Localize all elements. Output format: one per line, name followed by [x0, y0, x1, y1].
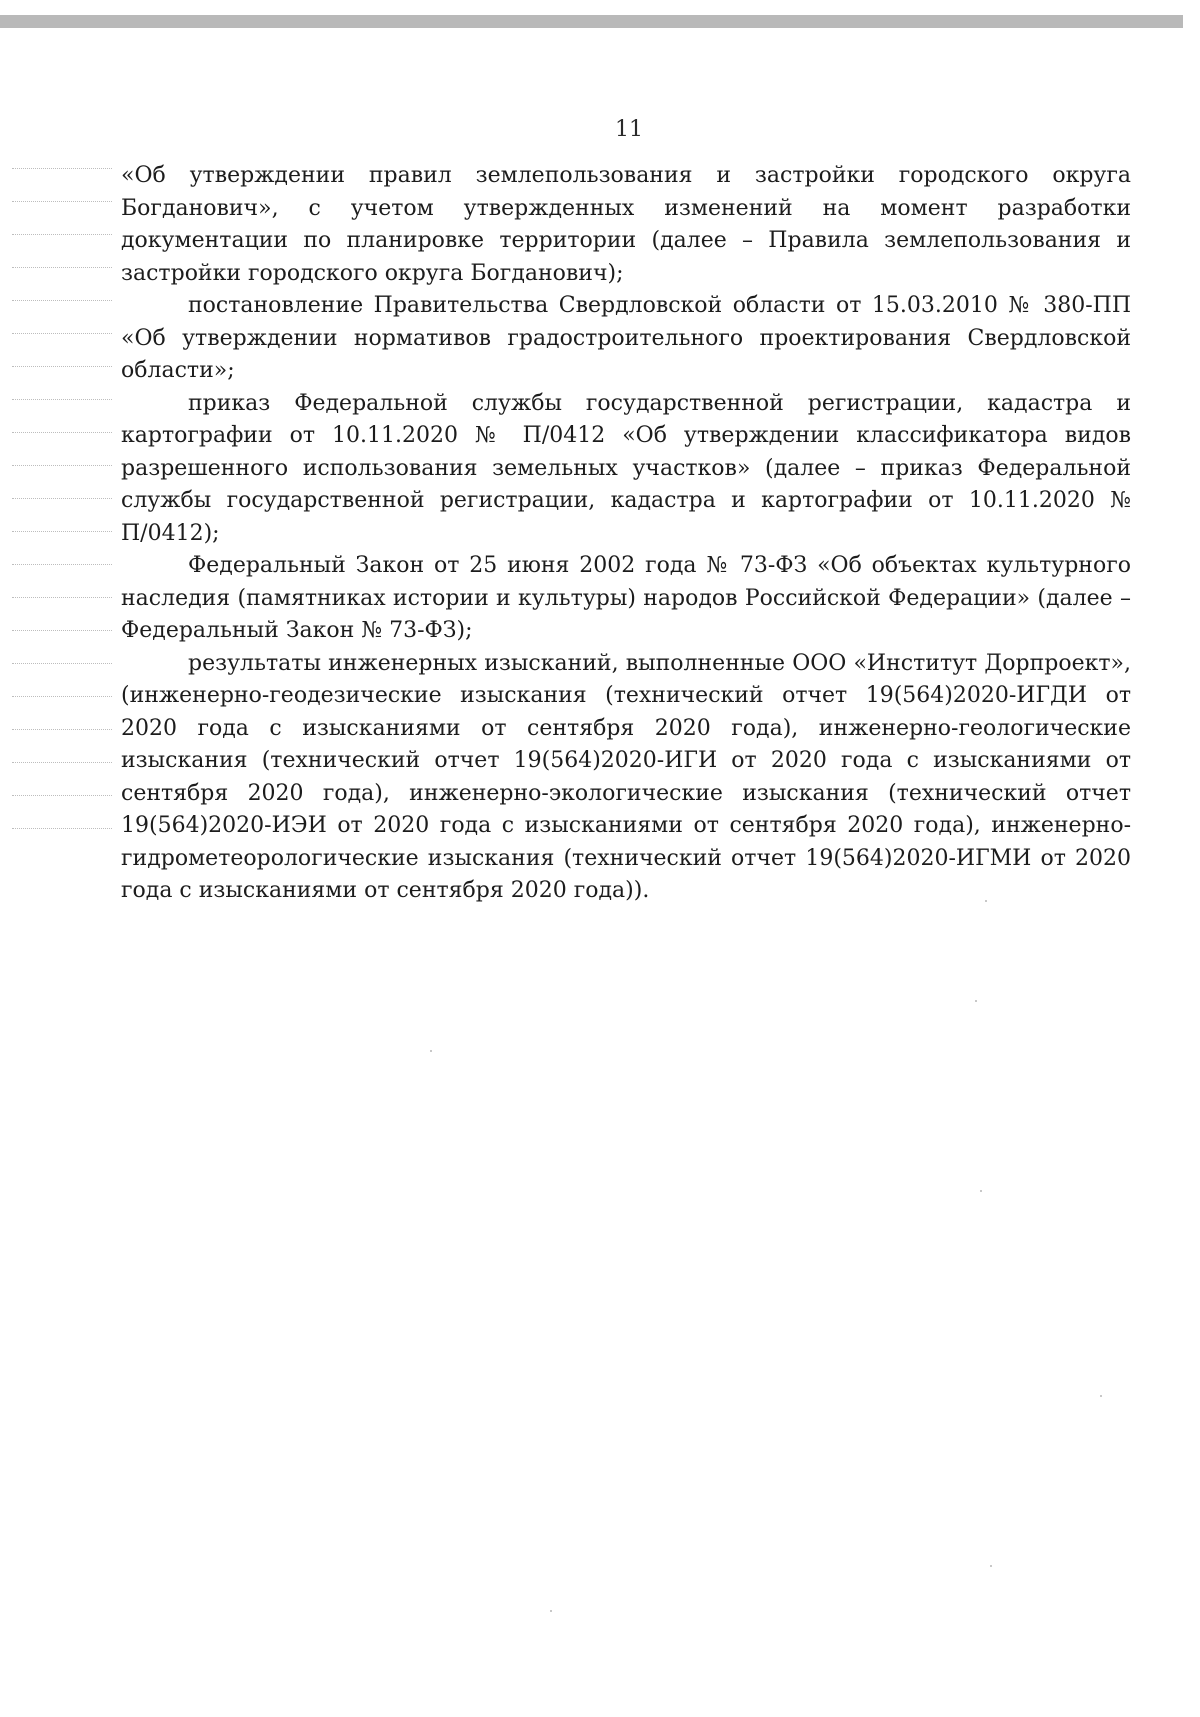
scan-speckle — [1100, 1395, 1102, 1397]
paragraph-federal-law-73: Федеральный Закон от 25 июня 2002 года № 73-ФЗ «Об объектах культурного наследия (памятниках истории и культуры) народов Российской Федерации» (далее – Федеральный Закон № 73-ФЗ); — [121, 553, 1131, 643]
scan-mark — [12, 399, 112, 401]
scan-mark — [12, 333, 112, 335]
paragraph-rules-continuation: «Об утверждении правил землепользования и застройки городского округа Богданович», с учетом утвержденных изменений на момент разработки документации по планировке территории (далее – Правила землепользования и застройки городского округа Богданович); — [121, 163, 1131, 286]
scan-top-border — [0, 15, 1183, 28]
scan-mark — [12, 168, 112, 170]
scan-speckle — [985, 900, 987, 902]
page-number: 11 — [615, 117, 643, 142]
scan-mark — [12, 597, 112, 599]
scan-mark — [12, 498, 112, 500]
scan-mark — [12, 267, 112, 269]
scan-speckle — [975, 1000, 977, 1002]
scan-mark — [12, 762, 112, 764]
document-body — [121, 160, 1131, 908]
scan-mark — [12, 432, 112, 434]
scan-margin-marks — [12, 168, 112, 861]
paragraph-engineering-surveys: результаты инженерных изысканий, выполненные ООО «Институт Дорпроект», (инженерно-геодезические изыскания (технический отчет 19(564)2020-ИГДИ от 2020 года с изысканиями от сентября 2020 года), инженерно-геологические изыскания (технический отчет 19(564)2020-ИГИ от 2020 года с изысканиями от сентября 2020 года), инженерно-экологические изыскания (технический отчет 19(564)2020-ИЭИ от 2020 года с изысканиями от сентября 2020 года), инженерно-гидрометеорологические изыскания (технический отчет 19(564)2020-ИГМИ от 2020 года с изысканиями от сентября 2020 года)). — [121, 650, 1131, 903]
paragraph-sverdlovsk-resolution: постановление Правительства Свердловской области от 15.03.2010 № 380-ПП «Об утверждении нормативов градостроительного проектирования Свердловской области»; — [121, 293, 1131, 383]
scan-speckle — [430, 1050, 432, 1052]
scan-mark — [12, 366, 112, 368]
scan-mark — [12, 300, 112, 302]
scan-speckle — [990, 1565, 992, 1567]
scan-mark — [12, 729, 112, 731]
scan-speckle — [550, 1610, 552, 1612]
scan-mark — [12, 663, 112, 665]
scan-mark — [12, 828, 112, 830]
paragraph-rosreestr-order: приказ Федеральной службы государственной регистрации, кадастра и картографии от 10.11.2020 № П/0412 «Об утверждении классификатора видов разрешенного использования земельных участков» (далее – приказ Федеральной службы государственной регистрации, кадастра и картографии от 10.11.2020 № П/0412); — [121, 390, 1131, 546]
scan-speckle — [980, 1190, 982, 1192]
scan-mark — [12, 465, 112, 467]
scan-mark — [12, 201, 112, 203]
scan-mark — [12, 531, 112, 533]
scan-mark — [12, 564, 112, 566]
scan-mark — [12, 795, 112, 797]
scan-mark — [12, 630, 112, 632]
scan-mark — [12, 696, 112, 698]
scan-mark — [12, 234, 112, 236]
